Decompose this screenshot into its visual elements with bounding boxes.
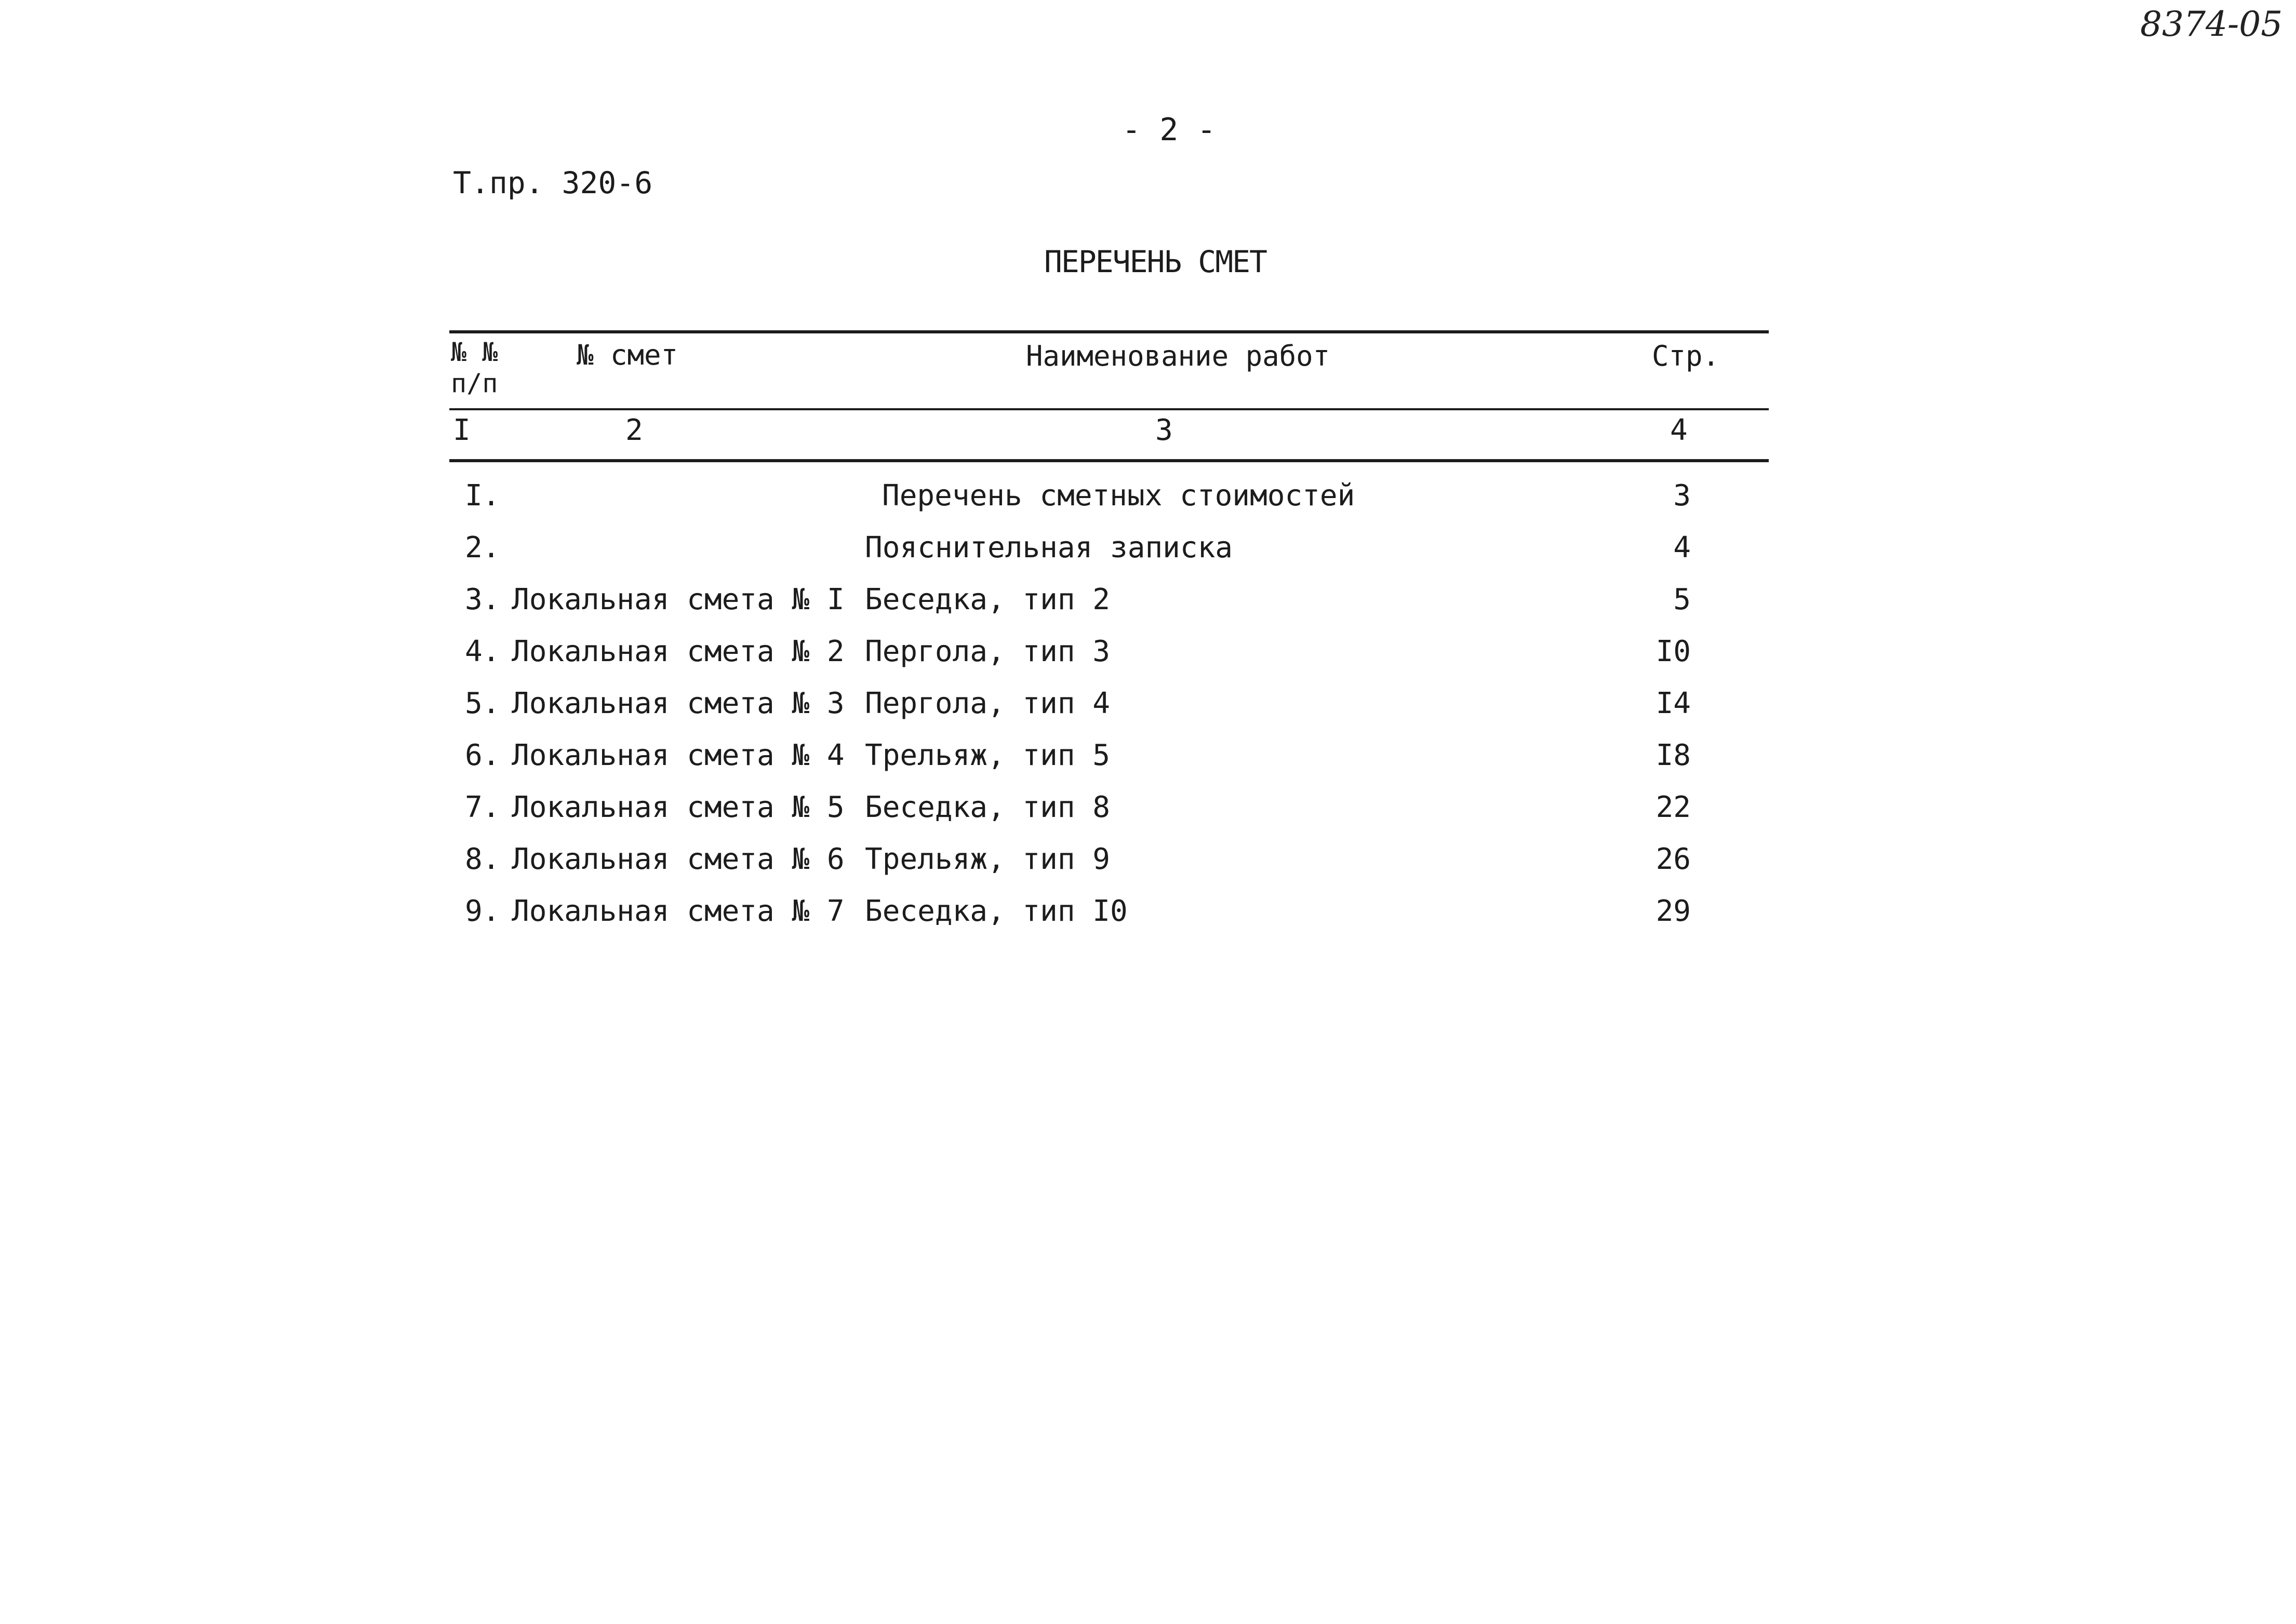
document-title: ПЕРЕЧЕНЬ СМЕТ <box>1044 244 1266 279</box>
header-row-number <box>451 337 498 399</box>
row-estimate: Локальная смета № 3 <box>512 687 845 720</box>
row-work-name: Пергола, тип 3 <box>865 635 1111 668</box>
row-estimate: Локальная смета № 7 <box>512 894 845 928</box>
row-work-name: Беседка, тип 8 <box>865 790 1111 824</box>
header-work-name: Наименование работ <box>1026 340 1330 372</box>
row-estimate: Локальная смета № 2 <box>512 635 845 668</box>
column-number-3: 3 <box>1155 413 1173 447</box>
row-index: 2. <box>465 531 500 565</box>
row-index: 9. <box>465 894 500 928</box>
row-page: I4 <box>1656 687 1691 720</box>
row-page: 22 <box>1656 790 1691 824</box>
row-page: 29 <box>1656 894 1691 928</box>
row-estimate: Локальная смета № 6 <box>512 842 845 876</box>
page-number: - 2 - <box>1122 112 1216 148</box>
row-page: 3 <box>1673 479 1691 513</box>
table-row <box>0 531 2296 583</box>
row-page: 5 <box>1673 583 1691 616</box>
header-estimate-number: № смет <box>577 339 678 371</box>
handwritten-archive-mark: 8374-05 <box>2140 4 2283 44</box>
row-estimate: Локальная смета № 4 <box>512 739 845 772</box>
table-row <box>0 635 2296 687</box>
row-page: I0 <box>1656 635 1691 668</box>
row-index: 6. <box>465 739 500 772</box>
table-row <box>0 894 2296 946</box>
header-row-number-line2: п/п <box>451 368 498 398</box>
row-index: 3. <box>465 583 500 616</box>
row-index: I. <box>465 479 500 513</box>
row-work-name: Пояснительная записка <box>865 531 1233 565</box>
row-work-name: Беседка, тип I0 <box>865 894 1128 928</box>
table-row <box>0 479 2296 531</box>
row-page: I8 <box>1656 739 1691 772</box>
header-row-number-line1: № № <box>451 337 498 367</box>
row-index: 5. <box>465 687 500 720</box>
row-page: 26 <box>1656 842 1691 876</box>
table-row <box>0 790 2296 842</box>
row-page: 4 <box>1673 531 1691 565</box>
table-row <box>0 842 2296 894</box>
table-top-rule <box>449 330 1769 333</box>
row-work-name: Перечень сметных стоимостей <box>882 479 1355 513</box>
row-work-name: Пергола, тип 4 <box>865 687 1111 720</box>
column-number-4: 4 <box>1670 413 1688 447</box>
row-work-name: Беседка, тип 2 <box>865 583 1111 616</box>
row-index: 7. <box>465 790 500 824</box>
document-code: Т.пр. 320-6 <box>453 165 653 200</box>
header-divider-rule <box>449 408 1769 410</box>
table-row <box>0 583 2296 635</box>
row-work-name: Трельяж, тип 5 <box>865 739 1111 772</box>
row-index: 8. <box>465 842 500 876</box>
row-work-name: Трельяж, тип 9 <box>865 842 1111 876</box>
row-estimate: Локальная смета № I <box>512 583 845 616</box>
table-row <box>0 687 2296 739</box>
row-estimate: Локальная смета № 5 <box>512 790 845 824</box>
column-numbers-rule <box>449 459 1769 462</box>
row-index: 4. <box>465 635 500 668</box>
header-page: Стр. <box>1652 340 1720 372</box>
table-row <box>0 739 2296 790</box>
column-number-2: 2 <box>625 413 643 447</box>
column-number-1: I <box>453 413 471 447</box>
